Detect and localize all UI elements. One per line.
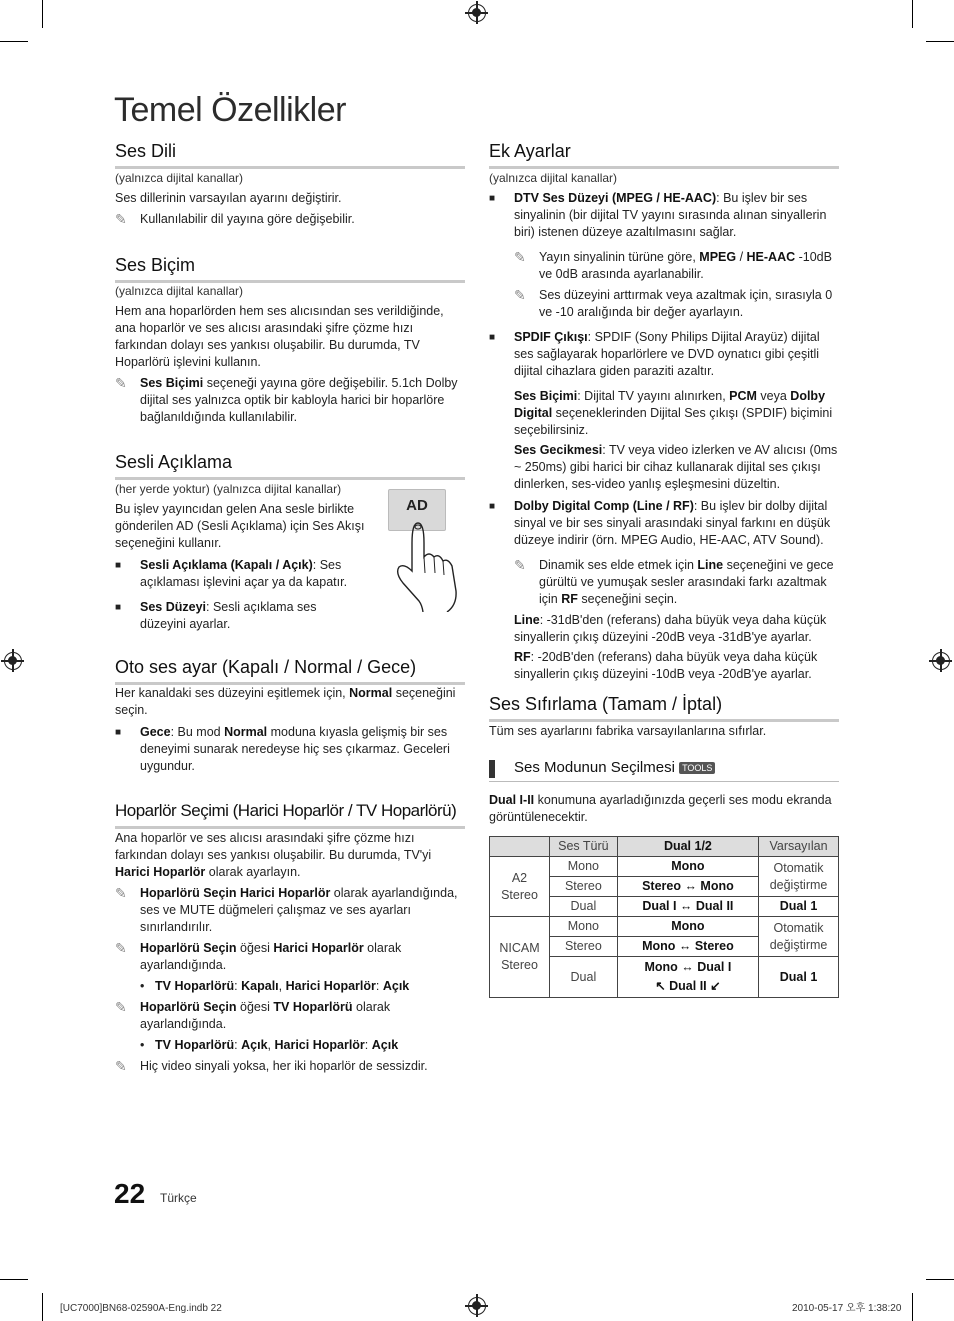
registration-mark-icon — [4, 652, 22, 670]
page-language: Türkçe — [160, 1191, 197, 1205]
body-text: Ses dillerinin varsayılan ayarını değiştirir. — [115, 191, 342, 205]
crop-mark — [912, 0, 913, 28]
table-row: Stereo Stereo ↔ Mono — [490, 877, 839, 897]
heading-sesli-aciklama: Sesli Açıklama — [115, 451, 465, 480]
bullet-item: ■ Dolby Digital Comp (Line / RF): Bu işlev bir dolby dijital sinyal ve bir ses sinyali arasındaki sinyal farkını en düşük düzeye indirir (örn. MPEG Audio, HE-AAC, ATV Sound). — [489, 499, 831, 547]
body-text: Her kanaldaki ses düzeyini eşitlemek için, Normal seçeneğini seçin. — [115, 686, 456, 717]
section-oto-ses-ayar — [115, 685, 465, 783]
note: ✎ Hoparlörü Seçin öğesi TV Hoparlörü olarak ayarlandığında. — [115, 999, 391, 1031]
table-row: Dual Dual I ↔ Dual II Dual 1 — [490, 897, 839, 917]
note — [115, 375, 465, 426]
note: ✎ Hiç video sinyali yoksa, her iki hoparlör de sessizdir. — [115, 1058, 428, 1074]
note-text: Ses Biçimi seçeneği yayına göre değişebilir. 5.1ch Dolby dijital ses yalnızca optik bir kabloyla harici bir hoparlöre bağlanıldığında kullanılabilir. — [140, 376, 458, 424]
bullet-item: ■ SPDIF Çıkışı: SPDIF (Sony Philips Dijital Arayüz) dijital ses sağlayarak hoparlörlere ve DVD oynatıcı gibi çeşitli dijital cihazlara giden paraziti azaltır. — [489, 330, 820, 378]
section-ses-bicim — [115, 283, 465, 430]
crop-mark — [42, 1293, 43, 1321]
sound-mode-table — [489, 836, 839, 998]
bullet-item: ■ Gece: Bu mod Normal moduna kıyasla gelişmiş bir ses deneyimi sunarak neredeyse hiç ses çıkarmaz. Geceleri uygundur. — [115, 725, 450, 773]
hand-pointer-icon — [385, 487, 465, 612]
heading-hoparlor-secimi: Hoparlör Seçimi (Harici Hoparlör / TV Hoparlörü) — [115, 800, 465, 829]
body-text: Ana hoparlör ve ses alıcısı arasındaki şifre çözme hızı farkından dolayı ses yankısı oluşabilir. Bu durumda, TV'yi Harici Hoparlör olarak ayarlayın. — [115, 831, 432, 879]
note: ✎ Ses düzeyini arttırmak veya azaltmak için, sırasıyla 0 ve -10 aralığında bir değer ayarlayın. — [514, 287, 833, 319]
table-row: NICAM Stereo Mono Mono Otomatik değiştirme — [490, 917, 839, 937]
note-digital: (yalnızca dijital kanallar) — [115, 171, 244, 185]
note: ✎ Hoparlörü Seçin öğesi Harici Hoparlör olarak ayarlandığında. — [115, 940, 402, 972]
page-title: Temel Özellikler — [114, 91, 346, 129]
section-ses-dili — [115, 170, 465, 232]
heading-oto-ses-ayar: Oto ses ayar (Kapalı / Normal / Gece) — [115, 656, 465, 685]
table-row: Stereo Mono ↔ Stereo — [490, 937, 839, 957]
pencil-icon: ✎ — [115, 375, 127, 391]
section-ses-sifirlama — [489, 723, 839, 829]
registration-mark-icon — [468, 1297, 486, 1315]
ad-button-label: AD — [406, 497, 428, 514]
crop-mark — [912, 1293, 913, 1321]
note-text: Kullanılabilir dil yayına göre değişebilir. — [140, 212, 355, 226]
registration-mark-icon — [932, 652, 950, 670]
pencil-icon: ✎ — [115, 999, 127, 1015]
print-footer-left: [UC7000]BN68-02590A-Eng.indb 22 — [60, 1303, 222, 1314]
table-header-row: Ses Türü Dual 1/2 Varsayılan — [490, 837, 839, 857]
table-row: Dual Mono ↔ Dual I ↖ Dual II ↙ Dual 1 — [490, 957, 839, 998]
pencil-icon: ✎ — [115, 211, 127, 227]
note: ✎ Yayın sinyalinin türüne göre, MPEG / HE-AAC -10dB ve 0dB arasında ayarlanabilir. — [514, 249, 832, 281]
pencil-icon: ✎ — [115, 1058, 127, 1074]
pencil-icon: ✎ — [514, 287, 526, 303]
section-ek-ayarlar — [489, 170, 839, 686]
body-text: Hem ana hoparlörden hem ses alıcısından ses verildiğinde, ana hoparlör ve ses alıcısı arasındaki şifre çözme hızı farkından dolayı ses yankısı oluşabilir. Bu durumda, TV Hoparlörü işlevini kullanın. — [115, 304, 444, 369]
crop-mark — [926, 41, 954, 42]
dot-item: • TV Hoparlörü: Açık, Harici Hoparlör: Açık — [140, 1038, 399, 1052]
pencil-icon: ✎ — [514, 249, 526, 265]
heading-ses-dili: Ses Dili — [115, 140, 465, 169]
note: ✎ Hoparlörü Seçin Harici Hoparlör olarak ayarlandığında, ses ve MUTE düğmeleri çalışmaz ve ses ayarları sınırlandırılır. — [115, 885, 458, 934]
crop-mark — [0, 1279, 28, 1280]
body-text: RF: -20dB'den (referans) daha büyük veya daha küçük sinyallerin çıkış düzeyini -10dB veya -20dB'ye ayarlar. — [514, 650, 818, 681]
body-text: Dual I-II konumuna ayarladığınızda geçerli ses modu ekranda görüntülenecektir. — [489, 793, 832, 824]
subheading-ses-modu: Ses Modunun Seçilmesi TOOLS — [489, 758, 839, 782]
ad-button-hand-illustration — [385, 487, 465, 612]
dot-item: • TV Hoparlörü: Kapalı, Harici Hoparlör: Açık — [140, 979, 410, 993]
note — [115, 211, 465, 228]
heading-ses-bicim: Ses Biçim — [115, 254, 465, 283]
body-text: Ses Gecikmesi: TV veya video izlerken ve AV alıcısı (0ms ~ 250ms) gibi harici bir cihaz kullanarak dijital ses çıkışı dinlerken, ses-video yanlış eşleşmesini düzeltin. — [514, 443, 838, 491]
pencil-icon: ✎ — [115, 885, 127, 901]
section-hoparlor-secimi — [115, 830, 465, 1079]
section-sesli-aciklama — [115, 481, 375, 641]
crop-mark — [42, 0, 43, 28]
tools-icon: TOOLS — [679, 762, 715, 774]
crop-mark — [926, 1279, 954, 1280]
body-text: Bu işlev yayıncıdan gelen Ana sesle birlikte gönderilen AD (Sesli Açıklama) için Ses Akışı seçeneğini kullanır. — [115, 502, 365, 550]
bullet-item: ■ Sesli Açıklama (Kapalı / Açık): Ses açıklaması işlevini açar ya da kapatır. — [115, 558, 348, 589]
body-text: Tüm ses ayarlarını fabrika varsayılanlarına sıfırlar. — [489, 724, 767, 738]
note-digital: (yalnızca dijital kanallar) — [115, 284, 244, 298]
pencil-icon: ✎ — [115, 940, 127, 956]
bullet-item: ■ DTV Ses Düzeyi (MPEG / HE-AAC): Bu işlev bir ses sinyalinin (bir dijital TV yayını sırasında alınan sinyallerin biri) istenen düzeye azaltılmasını sağlar. — [489, 191, 827, 239]
note-digital: (yalnızca dijital kanallar) — [489, 171, 618, 185]
registration-mark-icon — [468, 4, 486, 22]
bullet-item: ■ Ses Düzeyi: Sesli açıklama ses düzeyini ayarlar. — [115, 600, 317, 631]
page-number: 22 — [114, 1178, 146, 1209]
crop-mark — [0, 41, 28, 42]
body-text: Line: -31dB'den (referans) daha büyük veya daha küçük sinyallerin çıkış düzeyini -20dB veya -31dB'ye ayarlar. — [514, 613, 827, 644]
heading-ek-ayarlar: Ek Ayarlar — [489, 140, 839, 169]
table-row: A2 Stereo Mono Mono Otomatik değiştirme — [490, 857, 839, 877]
body-text: Ses Biçimi: Dijital TV yayını alınırken, PCM veya Dolby Digital seçeneklerinden Dijital Ses çıkışı (SPDIF) biçimini seçebilirsiniz. — [514, 389, 833, 437]
note-availability: (her yerde yoktur) (yalnızca dijital kanallar) — [115, 482, 342, 496]
pencil-icon: ✎ — [514, 557, 526, 573]
note: ✎ Dinamik ses elde etmek için Line seçeneğini ve gece gürültü ve yumuşak sesler arasındaki farkı azaltmak için RF seçeneğini seçin. — [514, 557, 834, 606]
heading-ses-sifirlama: Ses Sıfırlama (Tamam / İptal) — [489, 693, 839, 722]
print-footer-right: 2010-05-17 오후 1:38:20 — [792, 1303, 902, 1314]
